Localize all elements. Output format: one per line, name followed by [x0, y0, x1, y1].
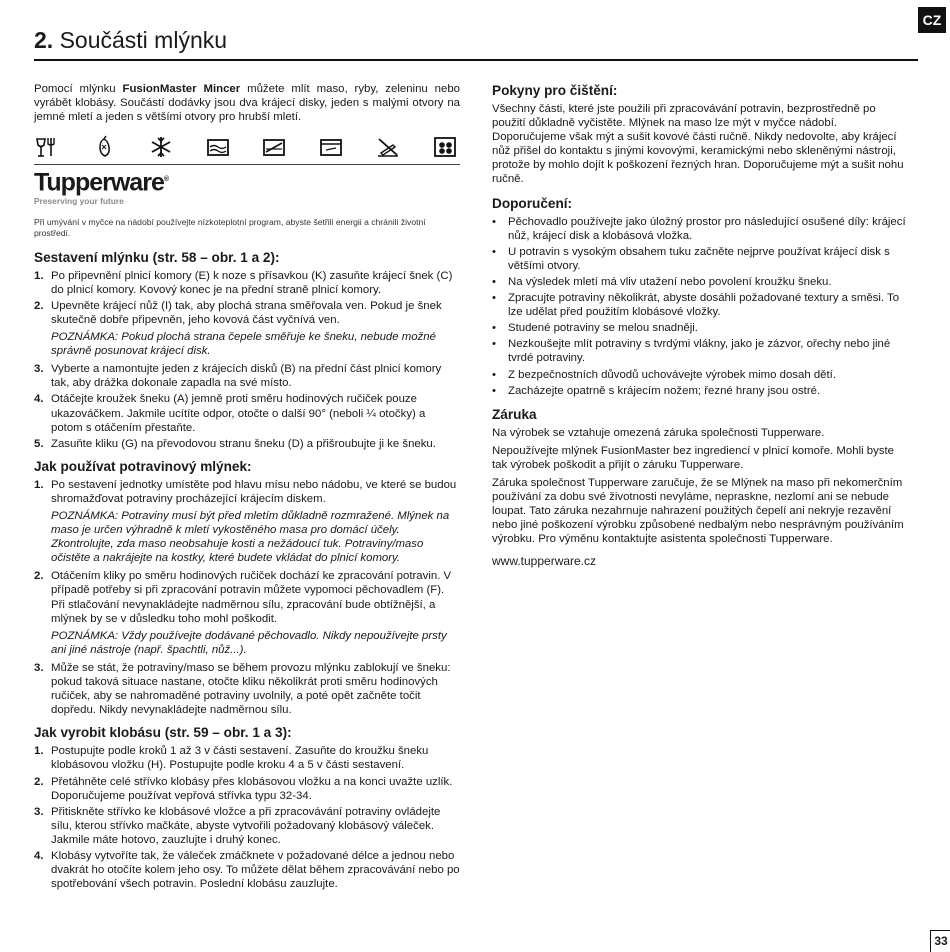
- assembly-note: POZNÁMKA: Pokud plochá strana čepele směřuje ke šneku, nebude možné správně posunovat krájecí disk.: [51, 331, 436, 358]
- brand-rule: [34, 164, 460, 165]
- warranty-heading: Záruka: [492, 406, 537, 422]
- list-item: 1. Postupujte podle kroků 1 až 3 v části sestavení. Zasuňte do kroužku šneku klobásovou vložku (H). Postupujte podle kroku 4 a 5 v části sestavení.: [34, 745, 429, 772]
- no-knife-icon: [375, 135, 401, 159]
- list-item: 1. Po připevnění plnicí komory (E) k noze s přísavkou (K) zasuňte krájecí šnek (C) do plnicí komory. Kovový konec je na přední straně plnicí komory.: [34, 269, 453, 296]
- list-item: • Na výsledek mletí má vliv utažení nebo povolení kroužku šneku.: [492, 275, 912, 289]
- page-title: [34, 27, 227, 54]
- list-item: • Z bezpečnostních důvodů uchovávejte výrobek mimo dosah dětí.: [492, 368, 912, 382]
- recommendations-list: [492, 215, 912, 398]
- list-item: 1. Po sestavení jednotky umístěte pod hlavu mísu nebo nádobu, ve které se budou shromažďovat potraviny procházející krájecím diskem. POZNÁMKA: Potraviny musí být před mletím důkladně rozmražené. Mlýnek na maso je určen výhradně k mletí vykostěného masa pro domácí účely. Zkontrolujte, zda maso neobsahuje kosti a nežádoucí tuk. Potraviny/maso očistěte a nakrájejte na kostky, které budete vkládat do plnicí komory.: [34, 478, 460, 566]
- list-item: 4. Klobásy vytvoříte tak, že váleček zmáčknete v požadované délce a jednou nebo dvakrát ho otočíte kolem jeho osy. To můžete dělat během zpracovávání nebo po spotřebování všech potravin. Poslední klobásu zauzlujte.: [34, 849, 460, 891]
- intro-text-post: můžete mlít maso, ryby, zeleninu nebo vyrábět klobásy. Součástí dodávky jsou dva krájecí disky, jeden s malými otvory na jemné mletí a jeden s většími otvory pro hrubší mletí.: [34, 83, 460, 124]
- language-badge: CZ: [918, 7, 946, 33]
- list-item: 3. Může se stát, že potraviny/maso se během provozu mlýnku zablokují ve šneku: pokud taková situace nastane, otočte kliku několikrát proti směru hodinových ručiček, aby se nahromaděné potraviny uvolnily, a poté opět začněte točit dopředu. Nikdy nevynakládejte nadměrnou sílu.: [34, 661, 451, 717]
- microwave-icon: [205, 135, 231, 159]
- usage-steps: [34, 478, 460, 718]
- list-item: 3. Přitiskněte střívko ke klobásové vložce a při zpracovávání potraviny ovládejte sílu, kterou střívko mačkáte, abyste vytvořili požadovaný klobásový váleček. Jakmile máte hotovo, zauzlujte i druhý konec.: [34, 805, 441, 846]
- list-item: 5. Zasuňte kliku (G) na převodovou stranu šneku (D) a přišroubujte ji ke šneku.: [34, 437, 436, 450]
- care-icons-row: [34, 134, 460, 160]
- microwave-rack-icon: [261, 135, 287, 159]
- website-url: www.tupperware.cz: [492, 554, 597, 569]
- title-rule: [34, 59, 918, 61]
- snowflake-icon: [148, 135, 174, 159]
- right-column: [492, 82, 912, 573]
- glass-fork-icon: [34, 135, 60, 159]
- list-item: 2. Upevněte krájecí nůž (I) tak, aby plochá strana směřovala ven. Pokud je šnek skutečně dobře připevněn, jeho kovová část vyčnívá ven. POZNÁMKA: Pokud plochá strana čepele směřuje ke šneku, nebude možné správně posunovat krájecí disk.: [34, 299, 460, 358]
- page-number: 33: [930, 930, 950, 952]
- usage-note-2: POZNÁMKA: Vždy používejte dodávané pěchovadlo. Nikdy nepoužívejte prsty ani jiné nástroje (např. špachtli, nůž...).: [51, 629, 447, 656]
- section-number: 2.: [34, 27, 54, 53]
- list-item: 3. Vyberte a namontujte jeden z krájecích disků (B) na přední část plnicí komory tak, aby drážka dokonale zapadla na své místo.: [34, 363, 442, 390]
- intro-paragraph: [34, 82, 460, 124]
- list-item: • Nezkoušejte mlít potraviny s tvrdými vlákny, jako je zázvor, ořechy nebo jiné tvrdé potraviny.: [492, 337, 912, 365]
- assembly-steps: [34, 269, 460, 451]
- list-item: • Pěchovadlo používejte jako úložný prostor pro následující osušené díly: krájecí nůž, krájecí disk a klobásová vložka.: [492, 215, 912, 243]
- oven-icon: [318, 135, 344, 159]
- recommendations-heading: Doporučení:: [492, 195, 573, 211]
- list-item: • Zacházejte opatrně s krájecím nožem; řezné hrany jsou ostré.: [492, 384, 912, 398]
- dishwasher-icon: [432, 135, 458, 159]
- usage-note-1: POZNÁMKA: Potraviny musí být před mletím důkladně rozmražené. Mlýnek na maso je určen výhradně k mletí vykostěného masa pro domácí účely. Zkontrolujte, zda maso neobsahuje kosti a nežádoucí tuk. Potraviny/maso očistěte a nakrájejte na kostky, které budete vkládat do plnicí komory.: [51, 510, 450, 565]
- warranty-paragraph-3: Záruka společnost Tupperware zaručuje, že se Mlýnek na maso při nekomerčním používání za dobu své životnosti nevyláme, nepraskne, nezlomí ani se nebude loupat. Tato záruka nezahrnuje nahrazení použitých čepelí ani nekryje rezavění nebo jiné poškození výrobku způsobené nedbalým nebo nesprávným používáním výrobku. Pro výměnu kontaktujte asistenta společnosti Tupperware.: [492, 476, 904, 546]
- left-column: [34, 82, 460, 898]
- pepper-icon: [91, 135, 117, 159]
- cleaning-text: Všechny části, které jste použili při zpracovávání potravin, bezprostředně po použití důkladně vyčistěte. Mlýnek na maso lze mýt v myčce nádobí. Doporučujeme však mýt a sušit kovové části ručně. Nikdy nedovolte, aby krájecí nůž přišel do kontaktu s jinými kovovými, keramickými nebo skleněnými nástroji, protože by mohlo dojít k poškození řezných hran. Doporučujeme mýt a sušit nohu ručně.: [492, 103, 904, 186]
- warranty-paragraph-1: Na výrobek se vztahuje omezená záruka společnosti Tupperware.: [492, 426, 825, 439]
- list-item: • Zpracujte potraviny několikrát, abyste dosáhli požadované textury a směsi. To lze udělat před použitím klobásové vložky.: [492, 291, 912, 319]
- list-item: 4. Otáčejte kroužek šneku (A) jemně proti směru hodinových ručiček pouze ukazováčkem. Jakmile ucítíte odpor, otočte o další 90° (neboli ¼ otočky) a potom s otáčením přestaňte.: [34, 393, 426, 434]
- section-title: Součásti mlýnku: [59, 27, 228, 53]
- usage-heading: Jak používat potravinový mlýnek:: [34, 458, 252, 474]
- dishwasher-note: Při umývání v myčce na nádobí používejte nízkoteplotní program, abyste šetřili energii a chránili životní prostředí.: [34, 216, 426, 238]
- brand-tagline: Preserving your future: [34, 195, 124, 206]
- assembly-heading: Sestavení mlýnku (str. 58 – obr. 1 a 2):: [34, 249, 280, 265]
- sausage-heading: Jak vyrobit klobásu (str. 59 – obr. 1 a 3):: [34, 725, 292, 741]
- product-name: FusionMaster Mincer: [122, 83, 241, 95]
- sausage-steps: [34, 744, 460, 891]
- cleaning-heading: Pokyny pro čištění:: [492, 83, 618, 98]
- list-item: 2. Otáčením kliky po směru hodinových ručiček dochází ke zpracování potravin. V případě potřeby si při zpracování potravin můžete vypomoci pěchovadlem (F). Při stlačování nevynakládejte nadměrnou sílu, zpracování bude obtížnější, a mlýnek by se v důsledku toho mohl poškodit. POZNÁMKA: Vždy používejte dodávané pěchovadlo. Nikdy nepoužívejte prsty ani jiné nástroje (např. špachtli, nůž...).: [34, 569, 460, 657]
- tupperware-logo: Tupperware®: [34, 168, 170, 197]
- list-item: • U potravin s vysokým obsahem tuku začněte nejprve používat krájecí disk s většími otvory.: [492, 245, 912, 273]
- intro-text-pre: Pomocí mlýnku: [34, 83, 123, 95]
- list-item: • Studené potraviny se melou snadněji.: [492, 321, 912, 335]
- warranty-paragraph-2: Nepoužívejte mlýnek FusionMaster bez ingrediencí v plnicí komoře. Mohli byste tak výrobek poškodit a přijít o záruku Tupperware.: [492, 444, 895, 471]
- list-item: 2. Přetáhněte celé střívko klobásy přes klobásovou vložku a na konci uvažte uzlík. Doporučujeme používat vepřová střívka typu 32-34.: [34, 775, 453, 802]
